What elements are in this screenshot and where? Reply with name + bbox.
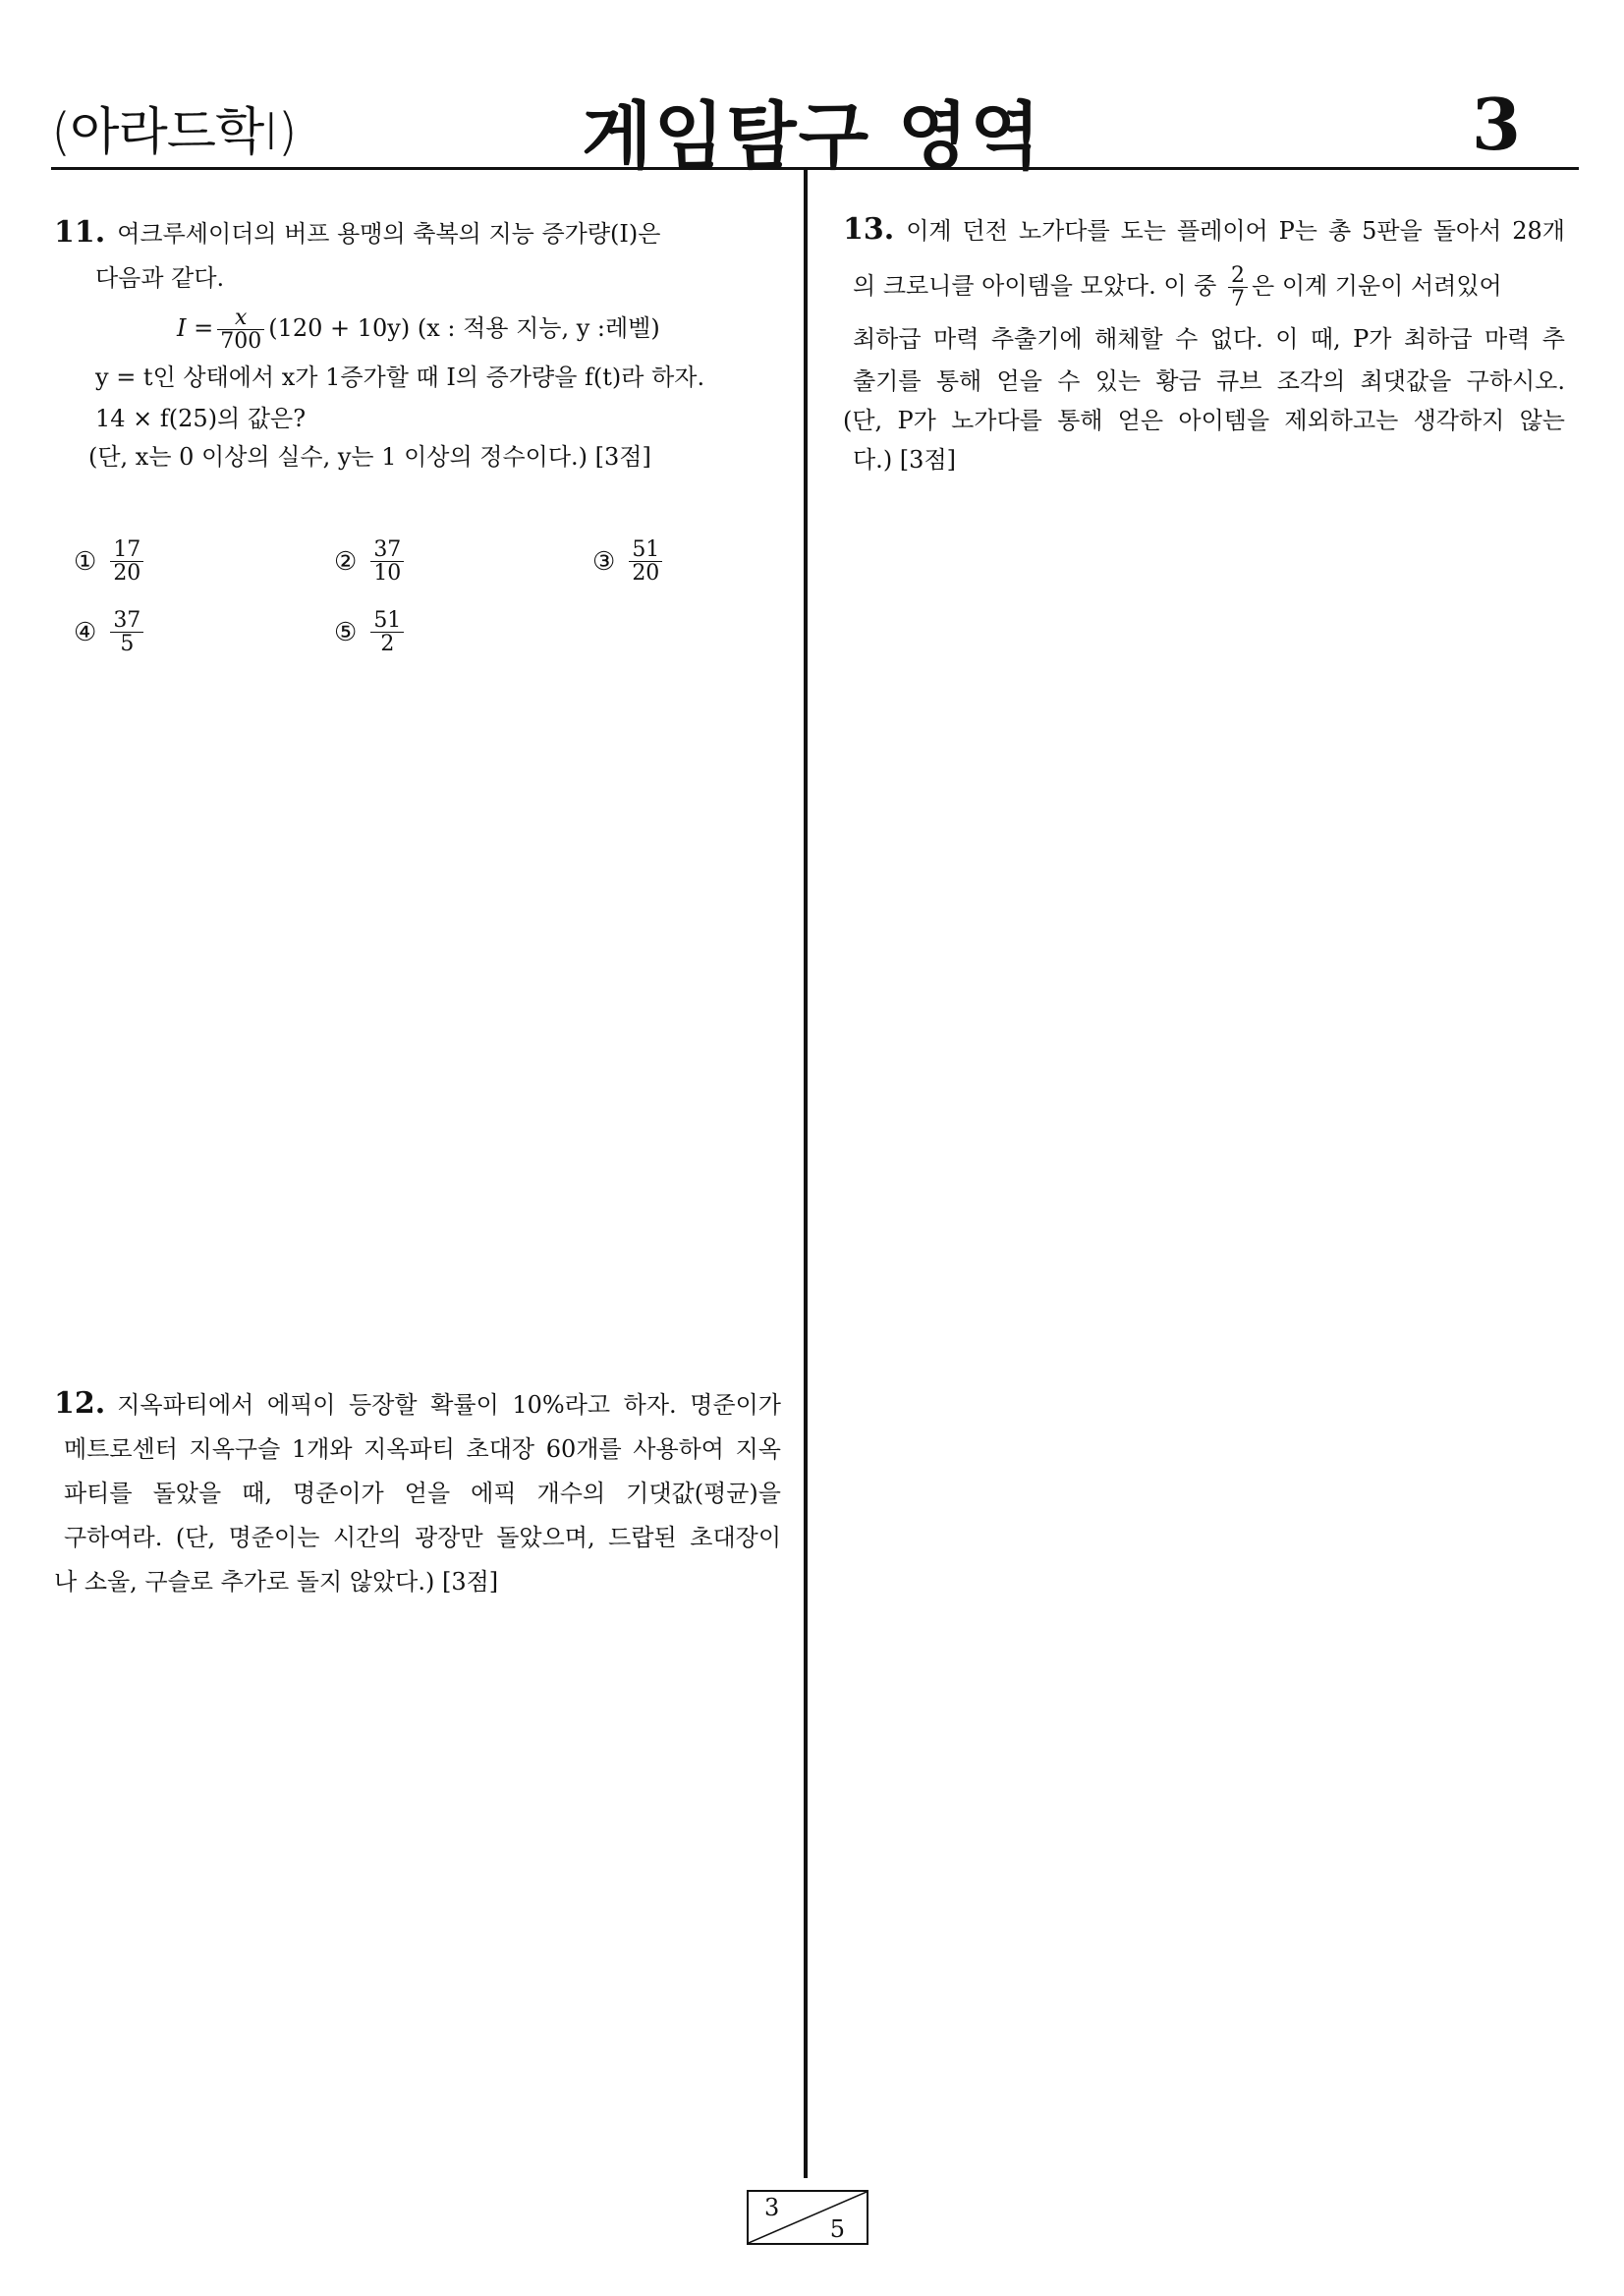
- choice-numerator: 17: [110, 538, 143, 562]
- column-divider: [804, 169, 808, 2178]
- choice-numerator: 51: [370, 609, 404, 633]
- question-11: [54, 210, 742, 476]
- question-text: 은 이계 기운이 서려있어: [1252, 272, 1502, 300]
- question-number: 11.: [54, 215, 106, 250]
- choice-marker: ①: [74, 546, 97, 577]
- question-text: 지옥파티에서 에픽이 등장할 확률이 10%라고 하자. 명준이가: [117, 1391, 781, 1419]
- question-12: [54, 1381, 781, 1604]
- question-text: 이계 던전 노가다를 도는 플레이어 P는 총 5판을 돌아서 28개: [906, 217, 1565, 245]
- fraction-denominator: 7: [1231, 287, 1245, 311]
- choice-denominator: 5: [120, 632, 135, 657]
- fraction-numerator: x: [217, 307, 264, 330]
- question-text: (단, P가 노가다를 통해 얻은 아이템을 제외하고는 생각하지 않는: [843, 407, 1565, 434]
- question-text: 14 × f(25)의 값은?: [95, 405, 307, 432]
- question-text: 파티를 돌았을 때, 명준이가 얻을 에픽 개수의 기댓값(평균)을: [64, 1480, 781, 1507]
- question-text: 구하여라. (단, 명준이는 시간의 광장만 돌았으며, 드랍된 초대장이: [64, 1524, 781, 1551]
- choice-numerator: 37: [370, 538, 404, 562]
- question-text: 최하급 마력 추출기에 해체할 수 없다. 이 때, P가 최하급 마력 추: [853, 325, 1565, 353]
- choice-4[interactable]: [74, 609, 147, 655]
- question-number: 13.: [843, 212, 895, 247]
- choice-marker: ④: [74, 617, 97, 647]
- question-text: 의 크로니클 아이템을 모았다. 이 중: [853, 272, 1217, 300]
- choice-denominator: 20: [113, 561, 141, 587]
- choice-denominator: 10: [373, 561, 402, 587]
- choice-denominator: 20: [632, 561, 660, 587]
- question-text: 다음과 같다.: [95, 264, 225, 292]
- page-number: 3: [1471, 83, 1521, 166]
- formula-lhs: I =: [177, 314, 214, 342]
- inline-fraction: [1228, 264, 1248, 310]
- choice-denominator: 2: [380, 632, 395, 657]
- formula: [54, 301, 742, 356]
- question-text: 나 소울, 구슬로 추가로 돌지 않았다.) [3점]: [54, 1568, 499, 1596]
- question-text: 출기를 통해 얻을 수 있는 황금 큐브 조각의 최댓값을 구하시오.: [853, 367, 1565, 395]
- fraction-denominator: 700: [220, 329, 262, 354]
- choice-5[interactable]: [334, 609, 408, 655]
- subject-label: (아라드학Ⅰ): [51, 103, 297, 162]
- page-indicator: [747, 2190, 868, 2245]
- choice-1[interactable]: [74, 538, 147, 585]
- choice-marker: ⑤: [334, 617, 358, 647]
- question-text: 메트로센터 지옥구슬 1개와 지옥파티 초대장 60개를 사용하여 지옥: [64, 1435, 781, 1463]
- total-pages: 5: [829, 2215, 845, 2243]
- question-13: [843, 206, 1565, 479]
- formula-note: (x : 적용 지능, y :레벨): [417, 314, 660, 342]
- formula-fraction: [217, 307, 264, 353]
- current-page: 3: [764, 2194, 780, 2221]
- fraction-numerator: 2: [1228, 264, 1248, 288]
- choice-2[interactable]: [334, 538, 408, 585]
- choice-numerator: 51: [629, 538, 662, 562]
- choice-marker: ②: [334, 546, 358, 577]
- choice-numerator: 37: [110, 609, 143, 633]
- exam-title: 게임탐구 영역: [582, 94, 1042, 179]
- choice-marker: ③: [592, 546, 616, 577]
- question-text: 다.) [3점]: [853, 446, 956, 474]
- question-text: (단, x는 0 이상의 실수, y는 1 이상의 정수이다.) [3점]: [88, 443, 651, 471]
- formula-rhs: (120 + 10y): [268, 314, 411, 342]
- choice-3[interactable]: [592, 538, 666, 585]
- question-number: 12.: [54, 1386, 106, 1421]
- question-text: y = t인 상태에서 x가 1증가할 때 I의 증가량을 f(t)라 하자.: [95, 364, 705, 391]
- question-text: 여크루세이더의 버프 용맹의 축복의 지능 증가량(I)은: [117, 220, 661, 248]
- header-rule: [51, 167, 1579, 170]
